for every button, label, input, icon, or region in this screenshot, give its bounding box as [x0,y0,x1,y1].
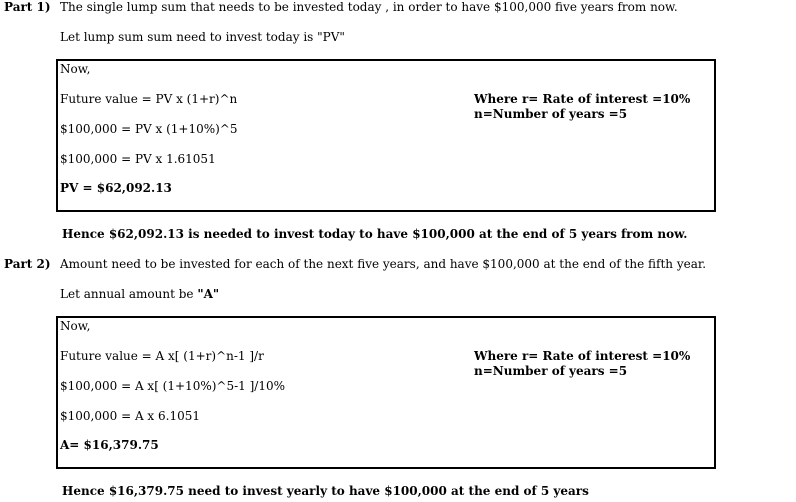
part1-where-line2: n=Number of years =5 [474,107,628,121]
part1-step1: $100,000 = PV x (1+10%)^5 [60,122,238,136]
part1-now: Now, [60,62,91,76]
part1-step2: $100,000 = PV x 1.61051 [60,152,216,166]
part2-step2: $100,000 = A x 6.1051 [60,409,200,423]
part1-question: The single lump sum that needs to be invested today , in order to have $100,000 five years from now. [60,0,678,14]
part2-now: Now, [60,319,91,333]
part1-result: PV = $62,092.13 [60,181,172,195]
part1-where-line1: Where r= Rate of interest =10% [474,92,691,106]
part1-conclusion: Hence $62,092.13 is needed to invest today to have $100,000 at the end of 5 years from now. [62,227,688,241]
part2-let-line [60,287,219,302]
part1-heading: Part 1) [4,0,51,14]
part1-formula: Future value = PV x (1+r)^n [60,92,238,106]
part2-result: A= $16,379.75 [60,438,159,452]
part2-formula: Future value = A x[ (1+r)^n-1 ]/r [60,349,264,363]
part2-conclusion: Hence $16,379.75 need to invest yearly to have $100,000 at the end of 5 years [62,484,589,498]
part2-let-var: "A" [197,287,220,301]
part2-where-line2: n=Number of years =5 [474,364,628,378]
part2-solution-box [56,316,716,469]
part2-question: Amount need to be invested for each of the next five years, and have $100,000 at the end of the fifth year. [60,257,707,271]
part1-let-line: Let lump sum sum need to invest today is "PV" [60,30,345,44]
part1-solution-box [56,59,716,212]
part2-let-text: Let annual amount be [60,287,198,301]
part2-step1: $100,000 = A x[ (1+10%)^5-1 ]/10% [60,379,285,393]
part2-where-line1: Where r= Rate of interest =10% [474,349,691,363]
part2-heading: Part 2) [4,257,51,271]
